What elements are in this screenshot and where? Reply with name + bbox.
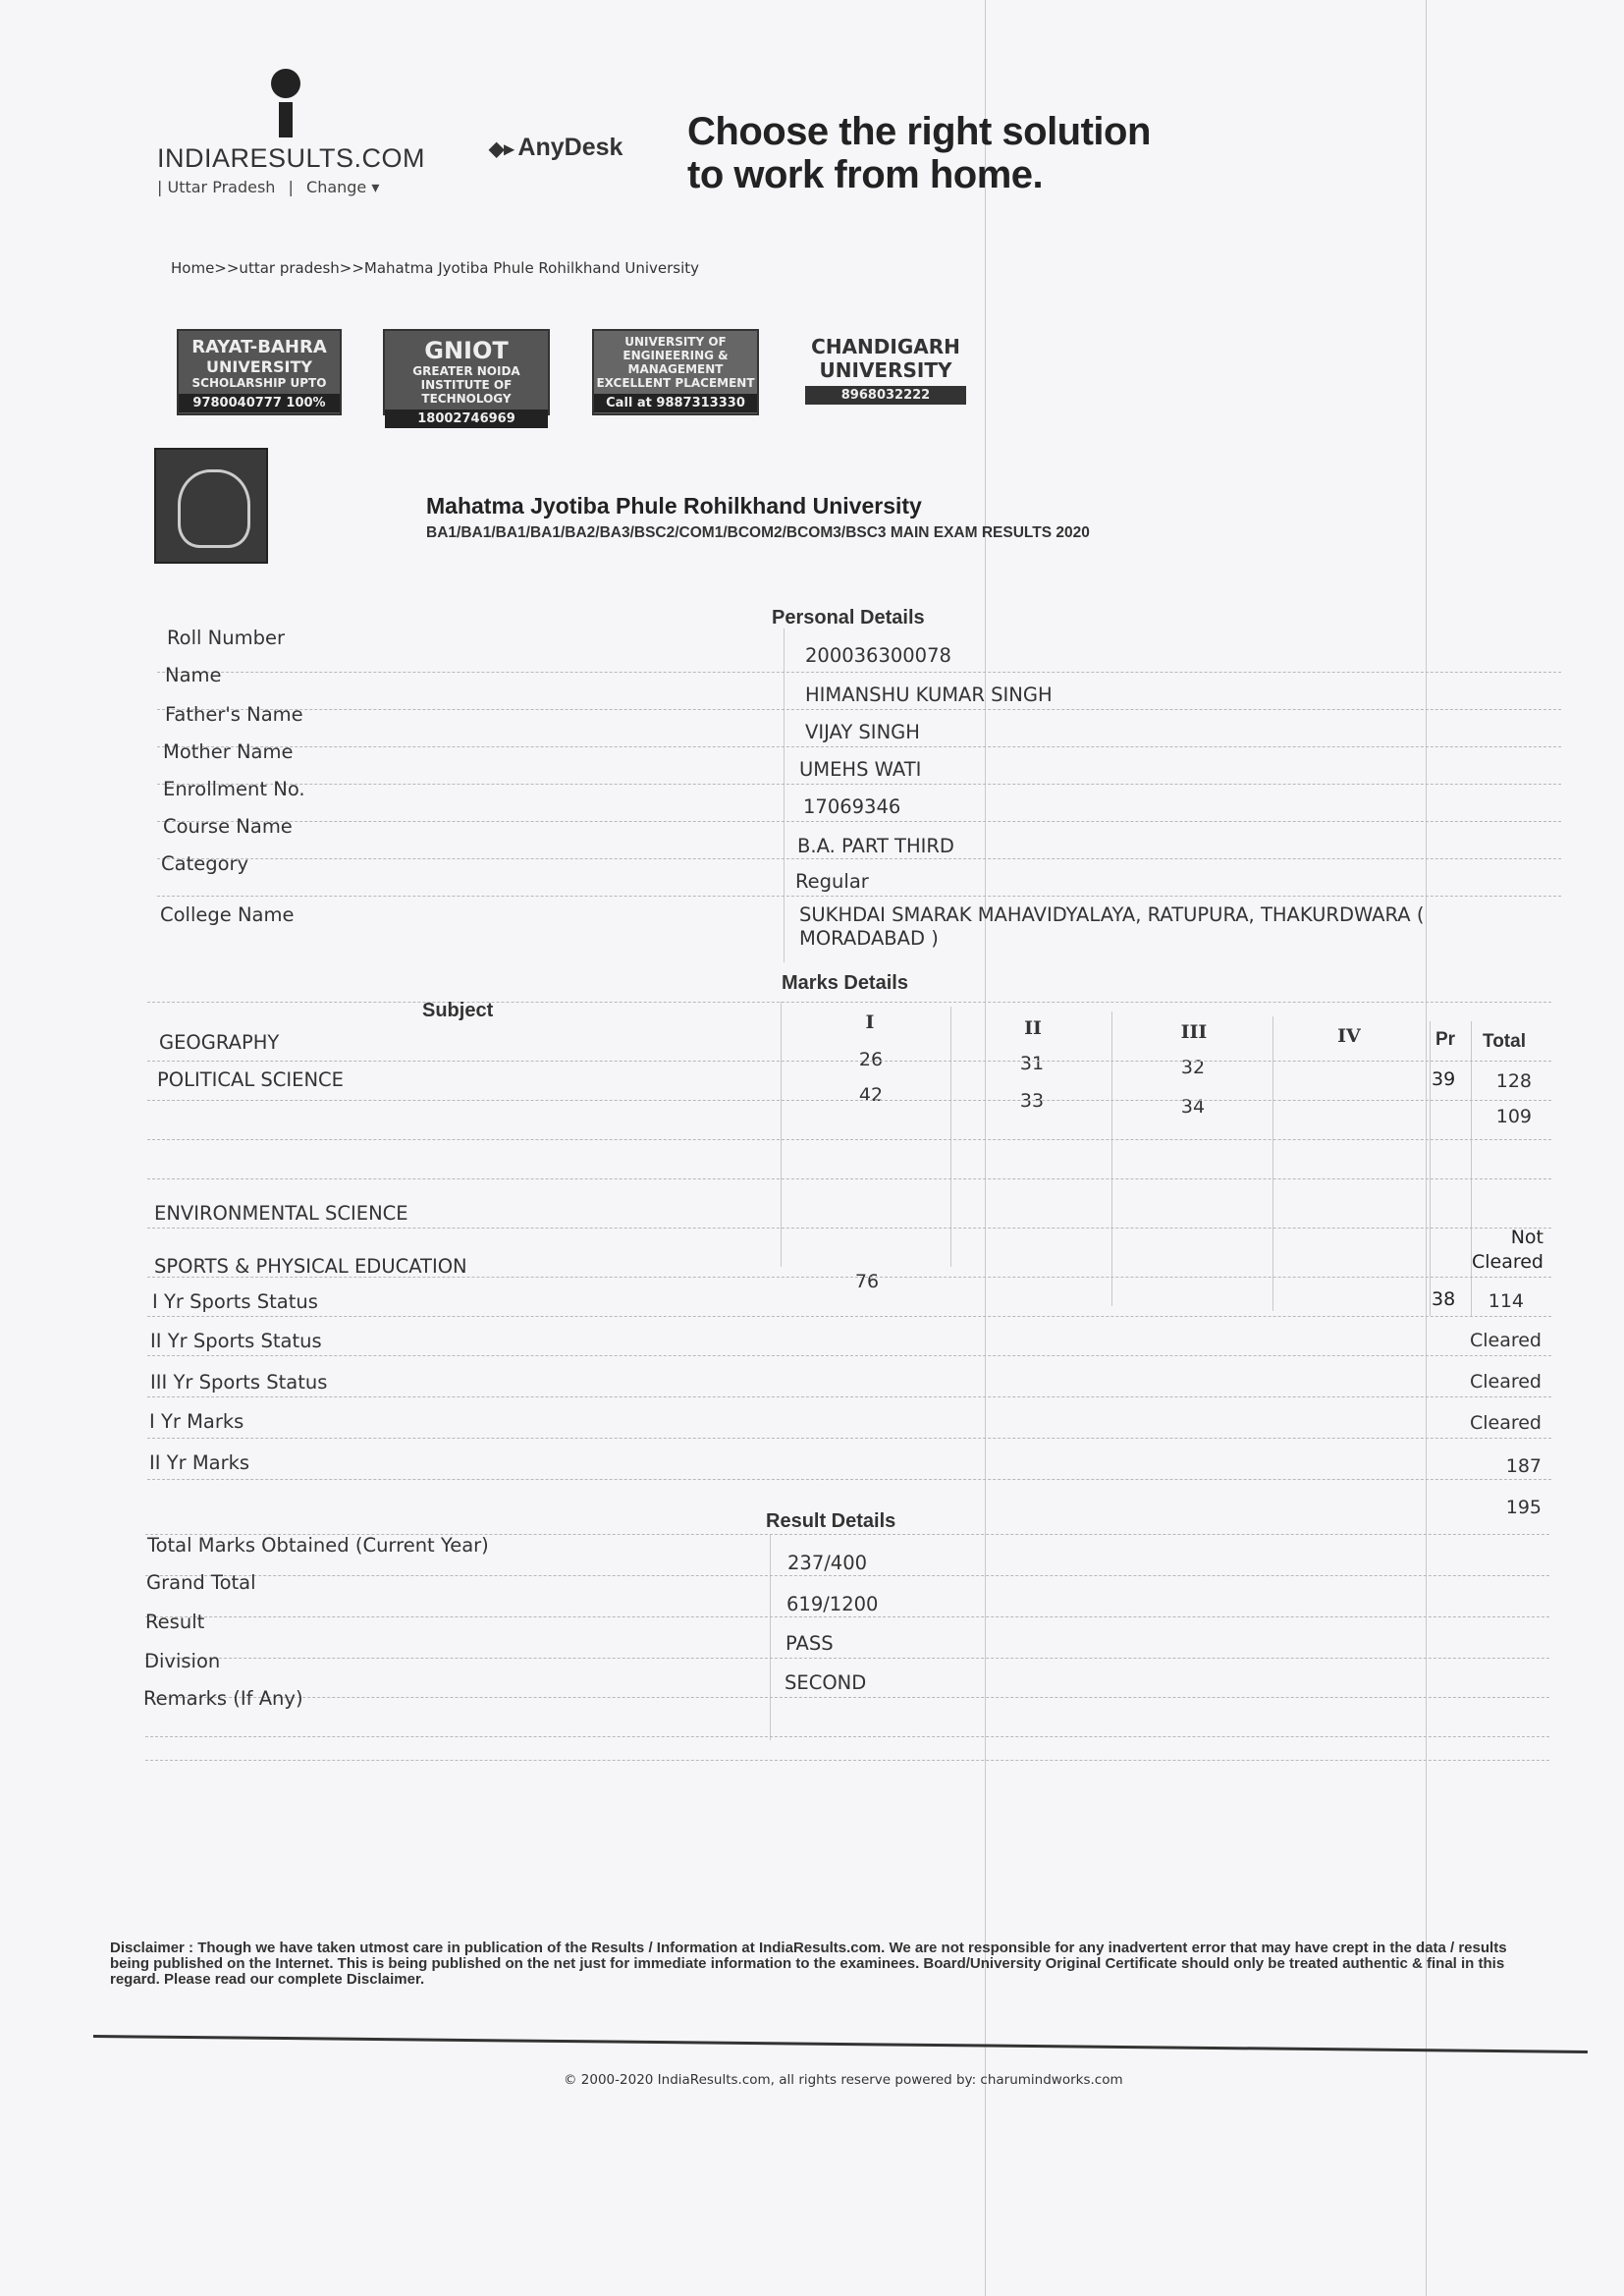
subject-total: 128	[1495, 1070, 1532, 1092]
paper-iii-mark: 34	[1180, 1096, 1206, 1118]
env-science-label: ENVIRONMENTAL SCIENCE	[154, 1202, 408, 1225]
extra-label: II Yr Sports Status	[150, 1330, 322, 1352]
row-divider	[145, 1658, 1549, 1659]
paper-iii-mark: 32	[1180, 1057, 1206, 1078]
breadcrumb[interactable]: Home>>uttar pradesh>>Mahatma Jyotiba Phule Rohilkhand University	[171, 259, 700, 277]
banner-line: UNIVERSITY OF	[624, 335, 727, 349]
column-divider	[1111, 1011, 1112, 1306]
banner-line: EXCELLENT PLACEMENT	[596, 376, 755, 390]
extra-label: III Yr Sports Status	[150, 1371, 328, 1394]
mother-name-label: Mother Name	[163, 740, 294, 763]
row-divider	[157, 746, 1561, 747]
enrollment-value: 17069346	[803, 795, 901, 818]
env-science-status	[1463, 1226, 1543, 1275]
mother-name-value: UMEHS WATI	[799, 758, 922, 781]
result-details-heading: Result Details	[766, 1510, 896, 1532]
copyright-footer: © 2000-2020 IndiaResults.com, all rights reserve powered by: charumindworks.com	[564, 2072, 1123, 2088]
row-divider	[145, 1697, 1549, 1698]
banner-line: ENGINEERING & MANAGEMENT	[623, 349, 729, 376]
course-name-label: Course Name	[163, 815, 293, 838]
name-label: Name	[165, 664, 222, 686]
paper-ii-header: II	[1024, 1017, 1042, 1039]
state-name: Uttar Pradesh	[167, 178, 276, 196]
sports-total: 114	[1488, 1290, 1524, 1312]
extra-label: II Yr Marks	[149, 1451, 250, 1474]
row-divider	[157, 821, 1561, 822]
category-value: Regular	[795, 870, 869, 893]
marks-details-heading: Marks Details	[782, 972, 908, 994]
row-divider	[147, 1479, 1551, 1480]
roll-number-label: Roll Number	[167, 627, 285, 649]
subject-name: POLITICAL SCIENCE	[157, 1068, 344, 1091]
banner-line: UNIVERSITY	[819, 358, 952, 382]
banner-line: SCHOLARSHIP UPTO	[191, 376, 327, 390]
paper-i-mark: 42	[858, 1084, 884, 1106]
banner-line: RAYAT-BAHRA	[191, 337, 327, 357]
row-divider	[147, 1061, 1551, 1062]
paper-ii-mark: 31	[1019, 1053, 1045, 1074]
indiaresults-logo-icon	[265, 69, 304, 137]
subject-total: 109	[1495, 1106, 1532, 1127]
row-divider	[147, 1100, 1551, 1101]
total-header: Total	[1483, 1031, 1526, 1052]
banner-line: 9780040777 100%	[179, 394, 340, 412]
sports-paper-i-mark: 76	[854, 1271, 880, 1292]
row-divider	[157, 858, 1561, 859]
roll-number-value: 200036300078	[805, 644, 951, 667]
extra-value: 195	[1505, 1497, 1542, 1518]
university-logo-icon	[154, 448, 268, 564]
anydesk-diamond-icon: ◆▸	[489, 138, 514, 160]
name-value: HIMANSHU KUMAR SINGH	[805, 683, 1053, 706]
banner-chandigarh[interactable]	[805, 329, 966, 415]
ad-headline-line1: Choose the right solution	[687, 110, 1151, 153]
paper-i-header: I	[865, 1011, 875, 1033]
row-divider	[157, 896, 1561, 897]
subject-name: GEOGRAPHY	[159, 1031, 280, 1054]
paper-i-mark: 26	[858, 1049, 884, 1070]
column-divider	[1430, 1021, 1431, 1316]
column-divider	[784, 629, 785, 962]
change-link[interactable]: Change	[306, 178, 367, 196]
sports-practical-mark: 38	[1432, 1288, 1456, 1310]
row-divider	[145, 1575, 1549, 1576]
grand-total-value: 619/1200	[786, 1593, 879, 1615]
column-divider	[770, 1534, 771, 1740]
row-divider	[145, 1736, 1549, 1737]
status-line: Not	[1510, 1227, 1543, 1248]
practical-header: Pr	[1435, 1029, 1456, 1050]
banner-line: GNIOT	[424, 337, 509, 364]
ad-headline[interactable]	[687, 110, 1218, 196]
subject-header: Subject	[422, 1000, 494, 1021]
banner-line: UNIVERSITY	[206, 357, 312, 376]
sports-label: SPORTS & PHYSICAL EDUCATION	[154, 1255, 467, 1278]
ad-headline-line2: to work from home.	[687, 153, 1044, 196]
extra-value: 187	[1505, 1455, 1542, 1477]
remarks-label: Remarks (If Any)	[143, 1687, 303, 1710]
total-marks-label: Total Marks Obtained (Current Year)	[147, 1534, 489, 1557]
course-name-value: B.A. PART THIRD	[797, 835, 954, 857]
banner-uem[interactable]	[592, 329, 759, 415]
row-divider	[147, 1139, 1551, 1140]
university-name: Mahatma Jyotiba Phule Rohilkhand University	[426, 493, 922, 519]
division-value: SECOND	[785, 1671, 867, 1694]
state-selector[interactable]: | Uttar Pradesh | Change ▾	[157, 178, 380, 196]
banner-line: GREATER NOIDA INSTITUTE OF TECHNOLOGY	[412, 364, 520, 406]
banner-line: Call at 9887313330	[594, 394, 757, 412]
row-divider	[145, 1616, 1549, 1617]
footer-divider	[93, 2035, 1588, 2053]
father-name-label: Father's Name	[165, 703, 303, 726]
division-label: Division	[144, 1650, 221, 1672]
paper-iv-header: IV	[1337, 1025, 1361, 1047]
disclaimer-text: Disclaimer : Though we have taken utmost care in publication of the Results / Information at IndiaResults.com. We are not responsible for any inadvertent error that may have crept in the data / results being published on the Internet. This is being published on the net just for immediate information to the examinees. Board/University Original Certificate should only be treated authentic & final in this regard. Please read our complete Disclaimer.	[110, 1940, 1507, 1988]
grand-total-label: Grand Total	[146, 1571, 256, 1594]
extra-label: I Yr Marks	[149, 1410, 244, 1433]
banner-line: CHANDIGARH	[811, 335, 960, 358]
extra-value: Cleared	[1469, 1330, 1542, 1351]
banner-gniot[interactable]	[383, 329, 550, 426]
site-brand[interactable]	[157, 69, 426, 196]
row-divider	[147, 1228, 1551, 1229]
paper-ii-mark: 33	[1019, 1090, 1045, 1112]
row-divider	[157, 709, 1561, 710]
status-line: Cleared	[1471, 1251, 1543, 1273]
banner-rayat-bahra[interactable]	[177, 329, 342, 415]
row-divider	[147, 1178, 1551, 1179]
enrollment-label: Enrollment No.	[163, 778, 305, 800]
row-divider	[145, 1760, 1549, 1761]
college-name-label: College Name	[160, 903, 295, 926]
extra-value: Cleared	[1469, 1412, 1542, 1434]
practical-mark: 39	[1432, 1068, 1456, 1090]
dropdown-arrow-icon: ▾	[371, 178, 380, 196]
row-divider	[147, 1316, 1551, 1317]
paper-iii-header: III	[1180, 1021, 1208, 1043]
father-name-value: VIJAY SINGH	[805, 721, 920, 743]
row-divider	[147, 1438, 1551, 1439]
extra-value: Cleared	[1469, 1371, 1542, 1393]
total-marks-value: 237/400	[787, 1552, 868, 1574]
exam-title: BA1/BA1/BA1/BA1/BA2/BA3/BSC2/COM1/BCOM2/BCOM3/BSC3 MAIN EXAM RESULTS 2020	[426, 524, 1090, 541]
brand-name: INDIARESULTS.COM	[157, 143, 426, 173]
anydesk-label: AnyDesk	[517, 134, 623, 161]
row-divider	[157, 672, 1561, 673]
banner-line: 8968032222	[805, 386, 966, 405]
row-divider	[157, 784, 1561, 785]
row-divider	[147, 1277, 1551, 1278]
anydesk-ad-logo[interactable]	[489, 134, 623, 162]
college-name-value: SUKHDAI SMARAK MAHAVIDYALAYA, RATUPURA, THAKURDWARA ( MORADABAD )	[799, 903, 1425, 950]
row-divider	[147, 1396, 1551, 1397]
result-value: PASS	[785, 1632, 834, 1655]
extra-label: I Yr Sports Status	[152, 1290, 318, 1313]
result-label: Result	[145, 1611, 205, 1633]
row-divider	[147, 1355, 1551, 1356]
banner-line: 18002746969	[385, 410, 548, 428]
personal-details-heading: Personal Details	[772, 607, 925, 629]
category-label: Category	[161, 852, 249, 875]
row-divider	[147, 1002, 1551, 1003]
